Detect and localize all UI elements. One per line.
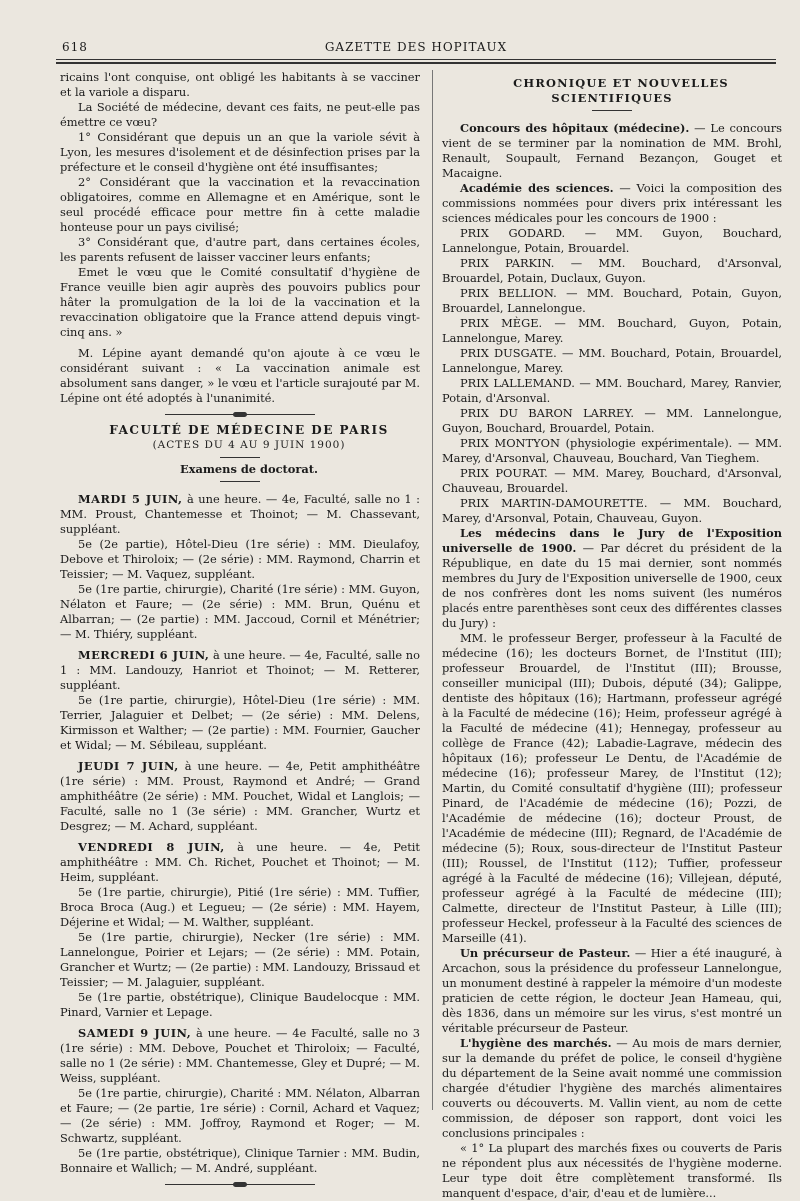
section-ornament [165, 1184, 315, 1185]
prix-entry: PRIX DU BARON LARREY. — MM. Lannelongue, Guyon, Bouchard, Brouardel, Potain. [442, 406, 782, 435]
prix-name: PRIX MÈGE. [460, 316, 543, 330]
prix-name: PRIX MONTYON [460, 436, 560, 450]
paragraph: M. Lépine ayant demandé qu'on ajoute à ce vœu le considérant suivant : « La vaccination animale est absolument sans danger, » le vœu et l'article surajouté par M. Lépine ont été adoptés à l'unanimité. [60, 346, 420, 405]
news-heading: Académie des sciences. [460, 181, 614, 195]
header-rule-thick [56, 62, 776, 64]
prix-name: PRIX PARKIN. [460, 256, 555, 270]
paragraph: 2° Considérant que la vaccination et la revaccination obligatoires, comme en Allemagne et en Amérique, sont le seul procédé efficace pour mettre fin à cette maladie honteuse pour un pays civilisé; [60, 175, 420, 234]
paragraph: La Société de médecine, devant ces faits, ne peut-elle pas émettre ce vœu? [60, 100, 420, 129]
paragraph: 5e (1re partie, chirurgie), Charité (1re série) : MM. Guyon, Nélaton et Faure; — (2e série) : MM. Brun, Quénu et Albarran; — (2e partie) : MM. Jaccoud, Cornil et Ménétrier; — M. Thiéry, suppléant. [60, 582, 420, 641]
jury-list: MM. le professeur Berger, professeur à la Faculté de médecine (16); les docteurs Bornet, de l'Institut (III); professeur Brouardel, de l'Institut (III); Brousse, conseiller municipal (III); Dubois, député (34); Galippe, dentiste des hôpitaux (16); Hartmann, professeur agrégé à la Faculté de médecine (16); Heim, professeur agrégé à la Faculté de médecine (41); Hennegay, professeur au collège de France (42); Labadie-Lagrave, médecin des hôpitaux (16); professeur Le Dentu, de l'Académie de médecine (16); professeur Marey, de l'Institut (12); Martin, du Comité consultatif d'hygiène (III); professeur Pinard, de l'Académie de médecine (16); Pozzi, de l'Académie de médecine (16); docteur Proust, de l'Académie de médecine (III); Regnard, de l'Académie de médecine (5); Roux, sous-directeur de l'Institut Pasteur (III); Roussel, de l'Institut (112); Tuffier, professeur agrégé à la Faculté de médecine (16); Villejean, député, professeur agrégé à la Faculté de médecine (III); Calmette, directeur de l'Institut Pasteur, à Lille (III); professeur Heckel, professeur à la Faculté des sciences de Marseille (41). [442, 631, 782, 945]
prix-entry: PRIX BELLION. — MM. Bouchard, Potain, Guyon, Brouardel, Lannelongue. [442, 286, 782, 315]
page-header [56, 36, 776, 58]
paragraph: 5e (2e partie), Hôtel-Dieu (1re série) : MM. Dieulafoy, Debove et Thiroloix; — (2e série) : MM. Raymond, Charrin et Teissier; — M. Vaquez, suppléant. [60, 537, 420, 581]
day-label: MARDI 5 JUIN, [78, 492, 183, 506]
paragraph: 5e (1re partie, obstétrique), Clinique Tarnier : MM. Budin, Bonnaire et Wallich; — M. André, suppléant. [60, 1146, 420, 1175]
paragraph: ricains l'ont conquise, ont obligé les habitants à se vacciner et la variole a disparu. [60, 70, 420, 99]
prix-entry: PRIX MÈGE. — MM. Bouchard, Guyon, Potain, Lannelongue, Marey. [442, 316, 782, 345]
divider [220, 457, 260, 458]
paragraph: 5e (1re partie, chirurgie), Charité : MM. Nélaton, Albarran et Faure; — (2e partie, 1re série) : Cornil, Achard et Vaquez; — (2e série) : MM. Joffroy, Raymond et Roger; — M. Schwartz, suppléant. [60, 1086, 420, 1145]
section-ornament [165, 414, 315, 415]
prix-name: PRIX MARTIN-DAMOURETTE. [460, 496, 648, 510]
news-heading: Les médecins dans le Jury de l'Exposition universelle de 1900. [442, 526, 782, 555]
prix-entry: PRIX MARTIN-DAMOURETTE. — MM. Bouchard, Marey, d'Arsonval, Potain, Chauveau, Guyon. [442, 496, 782, 525]
page-number: 618 [62, 40, 88, 54]
prix-entry: PRIX POURAT. — MM. Marey, Bouchard, d'Arsonval, Chauveau, Brouardel. [442, 466, 782, 495]
news-heading: Concours des hôpitaux (médecine). [460, 121, 690, 135]
column-separator [432, 70, 433, 1110]
prix-name: PRIX DUSGATE. [460, 346, 557, 360]
prix-name: PRIX DU BARON LARREY. [460, 406, 635, 420]
news-item: Académie des sciences. — Voici la composition des commissions nommées pour divers prix intéressant les sciences médicales pour les concours de 1900 : [442, 181, 782, 225]
paragraph: 5e (1re partie, chirurgie), Pitié (1re série) : MM. Tuffier, Broca Broca (Aug.) et Legueu; — (2e série) : MM. Hayem, Déjerine et Widal; — M. Walther, suppléant. [60, 885, 420, 929]
prix-entry: PRIX LALLEMAND. — MM. Bouchard, Marey, Ranvier, Potain, d'Arsonval. [442, 376, 782, 405]
left-column [60, 70, 420, 1193]
news-item: Un précurseur de Pasteur. — Hier a été inauguré, à Arcachon, sous la présidence du professeur Lannelongue, un monument destiné à rappeler la mémoire d'un modeste praticien de cette région, le docteur Jean Hameau, qui, dès 1836, dans un mémoire sur les virus, s'est montré un véritable précurseur de Pasteur. [442, 946, 783, 1035]
paragraph: 3° Considérant que, d'autre part, dans certaines écoles, les parents refusent de laisser vacciner leurs enfants; [60, 235, 420, 264]
news-item: Les médecins dans le Jury de l'Exposition universelle de 1900. — Par décret du président de la République, en date du 15 mai dernier, sont nommés membres du Jury de l'Exposition universelle de 1900, ceux de nos confrères dont les noms suivent (les numéros placés entre parenthèses sont ceux des différentes classes du Jury) : [442, 526, 782, 630]
day-entry: MERCREDI 6 JUIN, à une heure. — 4e, Faculté, salle no 1 : MM. Landouzy, Hanriot et Thoinot; — M. Retterer, suppléant. [60, 648, 420, 692]
prix-name: PRIX POURAT. [460, 466, 548, 480]
day-entry: JEUDI 7 JUIN, à une heure. — 4e, Petit amphithéâtre (1re série) : MM. Proust, Raymond et André; — Grand amphithéâtre (2e série) : MM. Pouchet, Widal et Langlois; — Faculté, salle no 1 (3e série) : MM. Grancher, Wurtz et Desgrez; — M. Achard, suppléant. [60, 759, 420, 833]
prix-entry: PRIX GODARD. — MM. Guyon, Bouchard, Lannelongue, Potain, Brouardel. [442, 226, 782, 255]
day-entry: SAMEDI 9 JUIN, à une heure. — 4e Faculté, salle no 3 (1re série) : MM. Debove, Pouchet et Thiroloix; — Faculté, salle no 1 (2e série) : MM. Chantemesse, Gley et Dupré; — M. Weiss, suppléant. [60, 1026, 421, 1085]
paragraph: Emet le vœu que le Comité consultatif d'hygiène de France veuille bien agir auprès des pouvoirs publics pour hâter la promulgation de la loi de la vaccination et la revaccination obligatoire que la France attend depuis vingt-cinq ans. » [60, 265, 420, 339]
paragraph: 1° Considérant que depuis un an que la variole sévit à Lyon, les mesures d'isolement et de désinfection prises par la préfecture et le conseil d'hygiène ont été insuffisantes; [60, 130, 420, 174]
day-label: MERCREDI 6 JUIN, [78, 648, 210, 662]
header-rule [56, 59, 776, 60]
day-label: JEUDI 7 JUIN, [78, 759, 179, 773]
day-label: VENDREDI 8 JUIN, [78, 840, 225, 854]
day-entry: VENDREDI 8 JUIN, à une heure. — 4e, Petit amphithéâtre : MM. Ch. Richet, Pouchet et Thoinot; — M. Heim, suppléant. [60, 840, 421, 884]
news-heading: Un précurseur de Pasteur. [460, 946, 631, 960]
prix-entry: PRIX DUSGATE. — MM. Bouchard, Potain, Brouardel, Lannelongue, Marey. [442, 346, 782, 375]
news-item: L'hygiène des marchés. — Au mois de mars dernier, sur la demande du préfet de police, le conseil d'hygiène du département de la Seine avait nommé une commission chargée d'étudier l'hygiène des marchés alimentaires couverts ou découverts. M. Vallin vient, au nom de cette commission, de déposer son rapport, dont voici les conclusions principales : [442, 1036, 782, 1140]
divider [220, 481, 260, 482]
news-item: Concours des hôpitaux (médecine). — Le concours vient de se terminer par la nomination de MM. Brohl, Renault, Soupault, Fernand Bezançon, Gouget et Macaigne. [442, 121, 782, 180]
day-entry: MARDI 5 JUIN, à une heure. — 4e, Faculté, salle no 1 : MM. Proust, Chantemesse et Thoinot; — M. Chassevant, suppléant. [60, 492, 421, 536]
prix-name: PRIX BELLION. [460, 286, 557, 300]
prix-entry: PRIX PARKIN. — MM. Bouchard, d'Arsonval, Brouardel, Potain, Duclaux, Guyon. [442, 256, 782, 285]
prix-name: PRIX GODARD. [460, 226, 566, 240]
paragraph: 5e (1re partie, chirurgie), Necker (1re série) : MM. Lannelongue, Poirier et Lejars; — (2e série) : MM. Potain, Grancher et Wurtz; — (2e partie) : MM. Landouzy, Brissaud et Teissier; — M. Jalaguier, suppléant. [60, 930, 420, 989]
news-heading: L'hygiène des marchés. [460, 1036, 612, 1050]
prix-name: PRIX LALLEMAND. [460, 376, 575, 390]
faculty-title: FACULTÉ DE MÉDECINE DE PARIS [109, 423, 389, 437]
quote: « 1° La plupart des marchés fixes ou couverts de Paris ne répondent plus aux nécessités de l'hygiène moderne. Leur type doit être complètement transformé. Ils manquent d'espace, d'air, d'eau et de lumière... [442, 1141, 782, 1200]
day-label: SAMEDI 9 JUIN, [78, 1026, 192, 1040]
prix-entry: PRIX MONTYON (physiologie expérimentale). — MM. Marey, d'Arsonval, Chauveau, Bouchard, Van Tieghem. [442, 436, 782, 465]
exams-title: Examens de doctorat. [180, 462, 318, 476]
divider [592, 110, 632, 111]
right-column [442, 76, 782, 1201]
chronique-title: CHRONIQUE ET NOUVELLES SCIENTIFIQUES [513, 76, 729, 105]
journal-title: GAZETTE DES HOPITAUX [324, 40, 508, 54]
faculty-dates: (ACTES DU 4 AU 9 JUIN 1900) [152, 439, 346, 451]
paragraph: 5e (1re partie, obstétrique), Clinique Baudelocque : MM. Pinard, Varnier et Lepage. [60, 990, 420, 1019]
paragraph: 5e (1re partie, chirurgie), Hôtel-Dieu (1re série) : MM. Terrier, Jalaguier et Delbet; — (2e série) : MM. Delens, Kirmisson et Walther; — (2e partie) : MM. Fournier, Gaucher et Widal; — M. Sébileau, suppléant. [60, 693, 420, 752]
